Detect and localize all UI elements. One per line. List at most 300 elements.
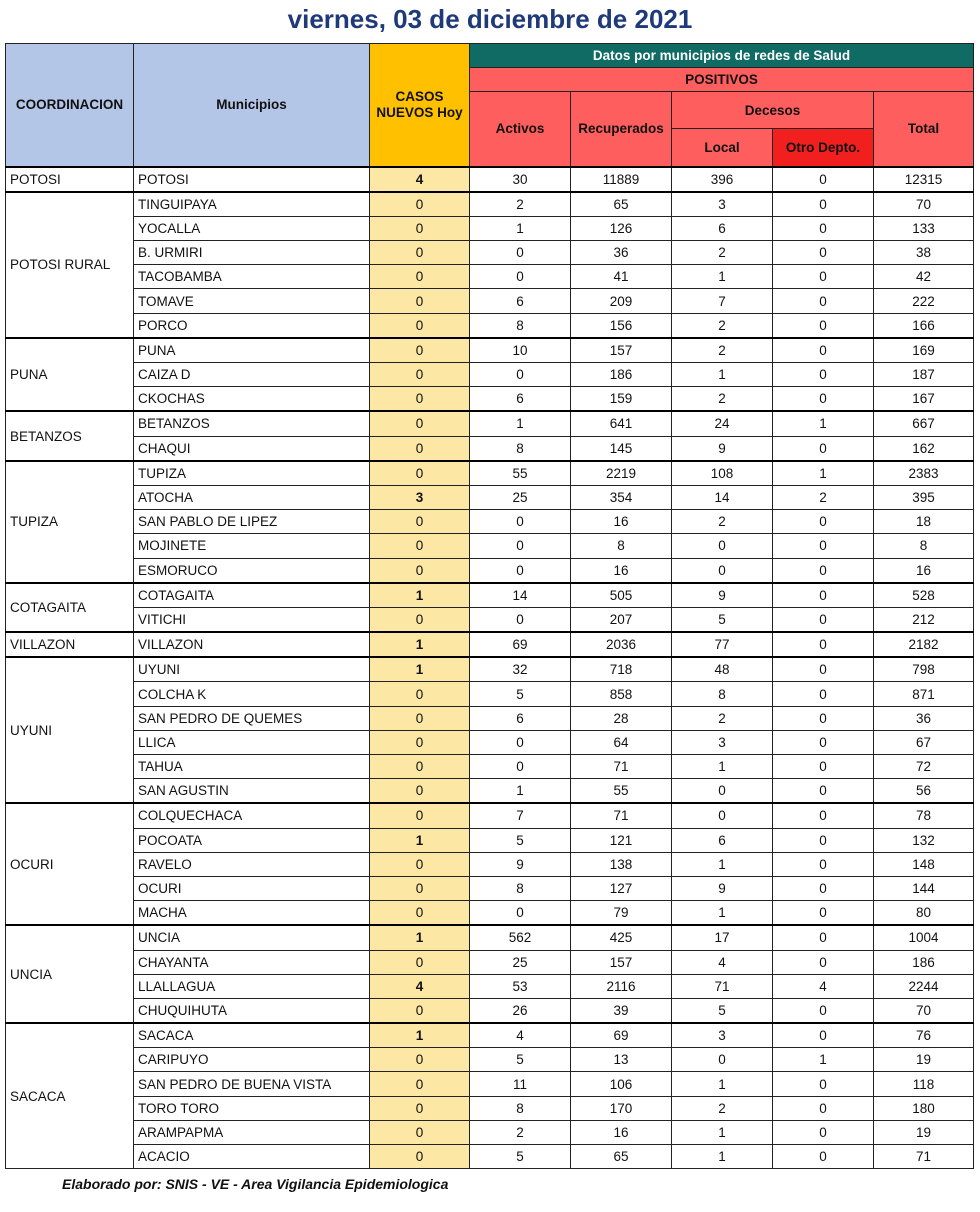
total-cell: 222 xyxy=(874,289,974,313)
table-row xyxy=(6,338,974,363)
table-row xyxy=(6,461,974,486)
municipio-cell: COLCHA K xyxy=(134,682,370,706)
total-cell: 528 xyxy=(874,583,974,608)
decesos-otro-cell: 0 xyxy=(773,558,874,583)
decesos-otro-cell: 0 xyxy=(773,852,874,876)
municipio-cell: LLICA xyxy=(134,730,370,754)
activos-cell: 5 xyxy=(470,1145,571,1169)
table-row xyxy=(6,192,974,217)
table-row xyxy=(6,1072,974,1096)
activos-cell: 2 xyxy=(470,192,571,217)
recuperados-cell: 159 xyxy=(571,387,672,412)
table-row xyxy=(6,1145,974,1169)
casos-nuevos-cell: 0 xyxy=(370,289,470,313)
decesos-local-cell: 14 xyxy=(672,485,773,509)
header-decesos: Decesos xyxy=(672,92,874,129)
activos-cell: 0 xyxy=(470,901,571,926)
casos-nuevos-cell: 0 xyxy=(370,998,470,1023)
total-cell: 8 xyxy=(874,534,974,558)
coordinacion-cell: SACACA xyxy=(6,1023,134,1169)
decesos-otro-cell: 0 xyxy=(773,192,874,217)
recuperados-cell: 2036 xyxy=(571,632,672,657)
total-cell: 16 xyxy=(874,558,974,583)
activos-cell: 11 xyxy=(470,1072,571,1096)
decesos-otro-cell: 0 xyxy=(773,167,874,192)
casos-nuevos-cell: 0 xyxy=(370,436,470,461)
table-row xyxy=(6,241,974,265)
decesos-otro-cell: 1 xyxy=(773,411,874,436)
table-header xyxy=(6,44,974,167)
casos-nuevos-cell: 0 xyxy=(370,558,470,583)
municipio-cell: SAN PABLO DE LIPEZ xyxy=(134,510,370,534)
decesos-otro-cell: 0 xyxy=(773,289,874,313)
decesos-otro-cell: 0 xyxy=(773,1023,874,1048)
municipio-cell: BETANZOS xyxy=(134,411,370,436)
decesos-otro-cell: 2 xyxy=(773,485,874,509)
municipio-cell: OCURI xyxy=(134,876,370,900)
decesos-local-cell: 2 xyxy=(672,1096,773,1120)
decesos-otro-cell: 1 xyxy=(773,461,874,486)
table-row xyxy=(6,803,974,828)
municipio-cell: TORO TORO xyxy=(134,1096,370,1120)
table-row xyxy=(6,558,974,583)
activos-cell: 32 xyxy=(470,657,571,682)
table-row xyxy=(6,313,974,338)
activos-cell: 10 xyxy=(470,338,571,363)
table-row xyxy=(6,682,974,706)
decesos-local-cell: 5 xyxy=(672,607,773,632)
decesos-local-cell: 0 xyxy=(672,558,773,583)
decesos-local-cell: 1 xyxy=(672,1120,773,1144)
decesos-local-cell: 2 xyxy=(672,510,773,534)
decesos-otro-cell: 0 xyxy=(773,583,874,608)
table-row xyxy=(6,534,974,558)
table-row xyxy=(6,1120,974,1144)
decesos-local-cell: 6 xyxy=(672,216,773,240)
total-cell: 118 xyxy=(874,1072,974,1096)
decesos-local-cell: 71 xyxy=(672,974,773,998)
total-cell: 144 xyxy=(874,876,974,900)
recuperados-cell: 16 xyxy=(571,510,672,534)
table-row xyxy=(6,289,974,313)
casos-nuevos-cell: 0 xyxy=(370,803,470,828)
activos-cell: 0 xyxy=(470,755,571,779)
decesos-local-cell: 24 xyxy=(672,411,773,436)
activos-cell: 1 xyxy=(470,411,571,436)
total-cell: 186 xyxy=(874,950,974,974)
municipio-cell: ATOCHA xyxy=(134,485,370,509)
decesos-otro-cell: 0 xyxy=(773,706,874,730)
decesos-otro-cell: 0 xyxy=(773,338,874,363)
activos-cell: 69 xyxy=(470,632,571,657)
table-row xyxy=(6,167,974,192)
recuperados-cell: 209 xyxy=(571,289,672,313)
activos-cell: 0 xyxy=(470,510,571,534)
municipio-cell: SAN AGUSTIN xyxy=(134,779,370,804)
total-cell: 76 xyxy=(874,1023,974,1048)
activos-cell: 6 xyxy=(470,706,571,730)
decesos-otro-cell: 1 xyxy=(773,1048,874,1072)
decesos-otro-cell: 0 xyxy=(773,363,874,387)
recuperados-cell: 138 xyxy=(571,852,672,876)
casos-nuevos-cell: 0 xyxy=(370,216,470,240)
total-cell: 169 xyxy=(874,338,974,363)
table-row xyxy=(6,1096,974,1120)
table-row xyxy=(6,1023,974,1048)
total-cell: 133 xyxy=(874,216,974,240)
municipio-cell: ESMORUCO xyxy=(134,558,370,583)
coordinacion-cell: POTOSI xyxy=(6,167,134,192)
table-row xyxy=(6,632,974,657)
header-municipios: Municipios xyxy=(134,44,370,167)
total-cell: 798 xyxy=(874,657,974,682)
total-cell: 187 xyxy=(874,363,974,387)
activos-cell: 1 xyxy=(470,779,571,804)
activos-cell: 2 xyxy=(470,1120,571,1144)
decesos-local-cell: 3 xyxy=(672,1023,773,1048)
municipio-cell: ACACIO xyxy=(134,1145,370,1169)
municipio-cell: UNCIA xyxy=(134,925,370,950)
decesos-local-cell: 1 xyxy=(672,1145,773,1169)
total-cell: 162 xyxy=(874,436,974,461)
recuperados-cell: 65 xyxy=(571,192,672,217)
recuperados-cell: 425 xyxy=(571,925,672,950)
decesos-otro-cell: 0 xyxy=(773,876,874,900)
header-recuperados: Recuperados xyxy=(571,92,672,167)
decesos-local-cell: 2 xyxy=(672,241,773,265)
decesos-otro-cell: 4 xyxy=(773,974,874,998)
municipio-cell: RAVELO xyxy=(134,852,370,876)
casos-nuevos-cell: 0 xyxy=(370,755,470,779)
decesos-otro-cell: 0 xyxy=(773,313,874,338)
recuperados-cell: 121 xyxy=(571,828,672,852)
table-row xyxy=(6,852,974,876)
table-row xyxy=(6,607,974,632)
decesos-otro-cell: 0 xyxy=(773,1145,874,1169)
recuperados-cell: 79 xyxy=(571,901,672,926)
decesos-local-cell: 0 xyxy=(672,1048,773,1072)
total-cell: 70 xyxy=(874,998,974,1023)
municipio-cell: MACHA xyxy=(134,901,370,926)
table-row xyxy=(6,510,974,534)
decesos-local-cell: 2 xyxy=(672,706,773,730)
total-cell: 42 xyxy=(874,265,974,289)
municipio-cell: VILLAZON xyxy=(134,632,370,657)
activos-cell: 53 xyxy=(470,974,571,998)
total-cell: 38 xyxy=(874,241,974,265)
total-cell: 395 xyxy=(874,485,974,509)
total-cell: 2182 xyxy=(874,632,974,657)
casos-nuevos-cell: 0 xyxy=(370,1096,470,1120)
casos-nuevos-cell: 0 xyxy=(370,1072,470,1096)
municipio-cell: POCOATA xyxy=(134,828,370,852)
recuperados-cell: 156 xyxy=(571,313,672,338)
activos-cell: 14 xyxy=(470,583,571,608)
table-body xyxy=(6,167,974,1169)
decesos-otro-cell: 0 xyxy=(773,241,874,265)
recuperados-cell: 858 xyxy=(571,682,672,706)
decesos-local-cell: 5 xyxy=(672,998,773,1023)
recuperados-cell: 11889 xyxy=(571,167,672,192)
recuperados-cell: 16 xyxy=(571,1120,672,1144)
casos-nuevos-cell: 0 xyxy=(370,313,470,338)
casos-nuevos-cell: 1 xyxy=(370,632,470,657)
recuperados-cell: 71 xyxy=(571,755,672,779)
activos-cell: 0 xyxy=(470,363,571,387)
decesos-local-cell: 9 xyxy=(672,876,773,900)
casos-nuevos-cell: 0 xyxy=(370,901,470,926)
municipio-cell: UYUNI xyxy=(134,657,370,682)
casos-nuevos-cell: 0 xyxy=(370,387,470,412)
total-cell: 19 xyxy=(874,1120,974,1144)
activos-cell: 30 xyxy=(470,167,571,192)
table-row xyxy=(6,387,974,412)
decesos-otro-cell: 0 xyxy=(773,755,874,779)
total-cell: 72 xyxy=(874,755,974,779)
decesos-local-cell: 0 xyxy=(672,803,773,828)
decesos-local-cell: 6 xyxy=(672,828,773,852)
coordinacion-cell: VILLAZON xyxy=(6,632,134,657)
decesos-otro-cell: 0 xyxy=(773,998,874,1023)
activos-cell: 0 xyxy=(470,534,571,558)
table-row xyxy=(6,265,974,289)
recuperados-cell: 69 xyxy=(571,1023,672,1048)
cases-table xyxy=(5,43,974,1169)
table-row xyxy=(6,779,974,804)
decesos-local-cell: 2 xyxy=(672,338,773,363)
casos-nuevos-cell: 0 xyxy=(370,1120,470,1144)
decesos-local-cell: 2 xyxy=(672,313,773,338)
coordinacion-cell: OCURI xyxy=(6,803,134,925)
table-row xyxy=(6,411,974,436)
total-cell: 78 xyxy=(874,803,974,828)
decesos-local-cell: 1 xyxy=(672,265,773,289)
recuperados-cell: 157 xyxy=(571,950,672,974)
casos-nuevos-cell: 0 xyxy=(370,1048,470,1072)
activos-cell: 8 xyxy=(470,876,571,900)
recuperados-cell: 157 xyxy=(571,338,672,363)
total-cell: 80 xyxy=(874,901,974,926)
total-cell: 166 xyxy=(874,313,974,338)
table-row xyxy=(6,755,974,779)
casos-nuevos-cell: 3 xyxy=(370,485,470,509)
table-row xyxy=(6,828,974,852)
casos-nuevos-cell: 0 xyxy=(370,876,470,900)
municipio-cell: COLQUECHACA xyxy=(134,803,370,828)
activos-cell: 25 xyxy=(470,950,571,974)
municipio-cell: VITICHI xyxy=(134,607,370,632)
coordinacion-cell: UNCIA xyxy=(6,925,134,1023)
recuperados-cell: 186 xyxy=(571,363,672,387)
header-positivos: POSITIVOS xyxy=(470,68,974,92)
casos-nuevos-cell: 1 xyxy=(370,828,470,852)
activos-cell: 5 xyxy=(470,1048,571,1072)
total-cell: 12315 xyxy=(874,167,974,192)
recuperados-cell: 13 xyxy=(571,1048,672,1072)
municipio-cell: CHAQUI xyxy=(134,436,370,461)
decesos-local-cell: 77 xyxy=(672,632,773,657)
decesos-otro-cell: 0 xyxy=(773,779,874,804)
total-cell: 212 xyxy=(874,607,974,632)
table-row xyxy=(6,1048,974,1072)
casos-nuevos-cell: 0 xyxy=(370,241,470,265)
casos-nuevos-cell: 0 xyxy=(370,411,470,436)
casos-nuevos-cell: 4 xyxy=(370,974,470,998)
decesos-local-cell: 0 xyxy=(672,779,773,804)
total-cell: 67 xyxy=(874,730,974,754)
casos-nuevos-cell: 0 xyxy=(370,852,470,876)
decesos-local-cell: 1 xyxy=(672,901,773,926)
table-row xyxy=(6,950,974,974)
total-cell: 70 xyxy=(874,192,974,217)
table-row xyxy=(6,216,974,240)
coordinacion-cell: COTAGAITA xyxy=(6,583,134,632)
table-row xyxy=(6,925,974,950)
casos-nuevos-cell: 0 xyxy=(370,461,470,486)
total-cell: 2383 xyxy=(874,461,974,486)
recuperados-cell: 126 xyxy=(571,216,672,240)
header-total: Total xyxy=(874,92,974,167)
coordinacion-cell: POTOSI RURAL xyxy=(6,192,134,338)
decesos-otro-cell: 0 xyxy=(773,436,874,461)
table-row xyxy=(6,657,974,682)
casos-nuevos-cell: 1 xyxy=(370,925,470,950)
recuperados-cell: 55 xyxy=(571,779,672,804)
decesos-otro-cell: 0 xyxy=(773,1120,874,1144)
total-cell: 871 xyxy=(874,682,974,706)
casos-nuevos-cell: 0 xyxy=(370,1145,470,1169)
decesos-local-cell: 396 xyxy=(672,167,773,192)
header-local: Local xyxy=(672,129,773,167)
activos-cell: 1 xyxy=(470,216,571,240)
recuperados-cell: 36 xyxy=(571,241,672,265)
table-row xyxy=(6,974,974,998)
activos-cell: 8 xyxy=(470,313,571,338)
table-row xyxy=(6,485,974,509)
activos-cell: 4 xyxy=(470,1023,571,1048)
municipio-cell: PORCO xyxy=(134,313,370,338)
table-row xyxy=(6,876,974,900)
recuperados-cell: 16 xyxy=(571,558,672,583)
municipio-cell: POTOSI xyxy=(134,167,370,192)
total-cell: 148 xyxy=(874,852,974,876)
coordinacion-cell: BETANZOS xyxy=(6,411,134,460)
total-cell: 132 xyxy=(874,828,974,852)
decesos-local-cell: 4 xyxy=(672,950,773,974)
municipio-cell: ARAMPAPMA xyxy=(134,1120,370,1144)
casos-nuevos-cell: 0 xyxy=(370,338,470,363)
table-row xyxy=(6,730,974,754)
decesos-local-cell: 1 xyxy=(672,755,773,779)
municipio-cell: CARIPUYO xyxy=(134,1048,370,1072)
casos-nuevos-cell: 1 xyxy=(370,657,470,682)
municipio-cell: CAIZA D xyxy=(134,363,370,387)
casos-nuevos-cell: 4 xyxy=(370,167,470,192)
recuperados-cell: 41 xyxy=(571,265,672,289)
decesos-otro-cell: 0 xyxy=(773,1072,874,1096)
activos-cell: 55 xyxy=(470,461,571,486)
header-activos: Activos xyxy=(470,92,571,167)
footer-credit: Elaborado por: SNIS - VE - Area Vigilancia Epidemiologica xyxy=(62,1176,449,1192)
recuperados-cell: 65 xyxy=(571,1145,672,1169)
decesos-local-cell: 7 xyxy=(672,289,773,313)
page-title: viernes, 03 de diciembre de 2021 xyxy=(287,4,693,34)
total-cell: 36 xyxy=(874,706,974,730)
decesos-otro-cell: 0 xyxy=(773,265,874,289)
total-cell: 1004 xyxy=(874,925,974,950)
recuperados-cell: 145 xyxy=(571,436,672,461)
activos-cell: 26 xyxy=(470,998,571,1023)
casos-nuevos-cell: 0 xyxy=(370,779,470,804)
activos-cell: 0 xyxy=(470,241,571,265)
total-cell: 18 xyxy=(874,510,974,534)
activos-cell: 0 xyxy=(470,558,571,583)
decesos-local-cell: 17 xyxy=(672,925,773,950)
decesos-otro-cell: 0 xyxy=(773,803,874,828)
municipio-cell: TINGUIPAYA xyxy=(134,192,370,217)
table-row xyxy=(6,706,974,730)
activos-cell: 8 xyxy=(470,436,571,461)
casos-nuevos-cell: 0 xyxy=(370,682,470,706)
decesos-otro-cell: 0 xyxy=(773,1096,874,1120)
total-cell: 2244 xyxy=(874,974,974,998)
activos-cell: 0 xyxy=(470,730,571,754)
casos-nuevos-cell: 0 xyxy=(370,534,470,558)
table-row xyxy=(6,998,974,1023)
municipio-cell: CHUQUIHUTA xyxy=(134,998,370,1023)
header-otro-depto: Otro Depto. xyxy=(773,129,874,167)
casos-nuevos-cell: 0 xyxy=(370,730,470,754)
total-cell: 56 xyxy=(874,779,974,804)
municipio-cell: PUNA xyxy=(134,338,370,363)
coordinacion-cell: PUNA xyxy=(6,338,134,412)
decesos-local-cell: 9 xyxy=(672,583,773,608)
activos-cell: 0 xyxy=(470,265,571,289)
decesos-otro-cell: 0 xyxy=(773,901,874,926)
total-cell: 667 xyxy=(874,411,974,436)
recuperados-cell: 28 xyxy=(571,706,672,730)
municipio-cell: TUPIZA xyxy=(134,461,370,486)
activos-cell: 6 xyxy=(470,387,571,412)
table-row xyxy=(6,901,974,926)
recuperados-cell: 64 xyxy=(571,730,672,754)
decesos-local-cell: 3 xyxy=(672,730,773,754)
recuperados-cell: 505 xyxy=(571,583,672,608)
casos-nuevos-cell: 0 xyxy=(370,363,470,387)
municipio-cell: CHAYANTA xyxy=(134,950,370,974)
recuperados-cell: 718 xyxy=(571,657,672,682)
casos-nuevos-cell: 0 xyxy=(370,706,470,730)
recuperados-cell: 71 xyxy=(571,803,672,828)
activos-cell: 5 xyxy=(470,828,571,852)
decesos-otro-cell: 0 xyxy=(773,925,874,950)
total-cell: 19 xyxy=(874,1048,974,1072)
header-casos-nuevos: CASOS NUEVOS Hoy xyxy=(370,44,470,167)
municipio-cell: SACACA xyxy=(134,1023,370,1048)
municipio-cell: MOJINETE xyxy=(134,534,370,558)
header-datos: Datos por municipios de redes de Salud xyxy=(470,44,974,68)
recuperados-cell: 2116 xyxy=(571,974,672,998)
casos-nuevos-cell: 0 xyxy=(370,510,470,534)
decesos-otro-cell: 0 xyxy=(773,387,874,412)
municipio-cell: LLALLAGUA xyxy=(134,974,370,998)
activos-cell: 9 xyxy=(470,852,571,876)
decesos-otro-cell: 0 xyxy=(773,950,874,974)
municipio-cell: CKOCHAS xyxy=(134,387,370,412)
municipio-cell: COTAGAITA xyxy=(134,583,370,608)
decesos-local-cell: 2 xyxy=(672,387,773,412)
table-row xyxy=(6,363,974,387)
